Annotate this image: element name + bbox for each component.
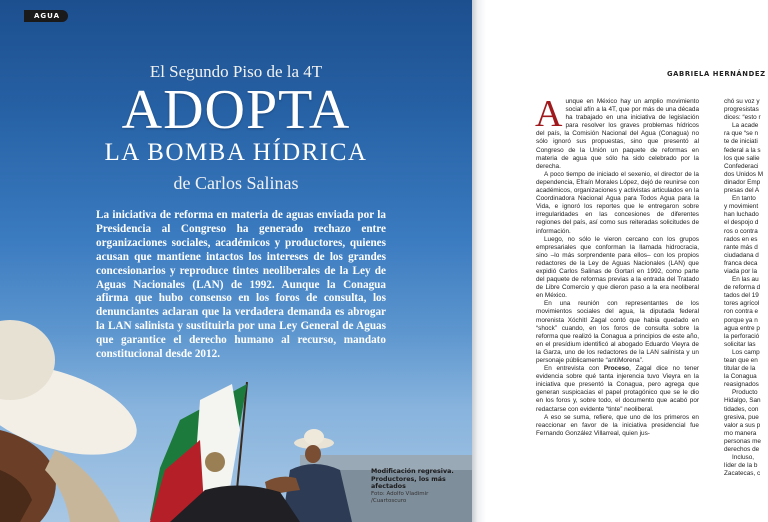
author-byline: GABRIELA HERNÁNDEZ — [667, 70, 766, 78]
p5-post: , Zagal dice no tener evidencia sobre qué tanta injerencia tuvo Vieyra en la iniciativa que presentó la Conagua, pero agrega que generan suspicacias el papel protagónico que se le dio en los foros y, sobre todo, el documento que acabó por redactarse con evidente “tinte” neoliberal. — [536, 365, 699, 413]
man-hat-crown — [304, 429, 324, 445]
col2-line: y movimient — [724, 203, 759, 211]
col2-line: Confederaci — [724, 162, 759, 170]
paragraph-2: A poco tiempo de iniciado el sexenio, el director de la dependencia, Efraín Morales López, dejó de reunirse con académicos, organizaciones y activistas articulados en la Coordinadora Nacional Agua para Todos Agua para la Vida, e ignoró los reportes que le entregaron sobre irregularidades en las concesiones de diferentes regiones del país, así como sus reiteradas solicitudes de información. — [536, 170, 699, 235]
col2-line: porque ya n — [724, 316, 758, 324]
foreground-hat-shadow — [45, 450, 120, 522]
col2-line: La acade — [732, 122, 759, 130]
col2-line: dinador Emp — [724, 178, 761, 186]
p5-magazine-name: Proceso — [603, 365, 630, 373]
col2-line: presas del A — [724, 187, 760, 195]
col2-line: valor a sus p — [724, 421, 761, 429]
subheadline: LA BOMBA HÍDRICA — [104, 139, 368, 166]
p5-pre: En entrevista con — [544, 365, 604, 373]
drop-cap: A — [535, 93, 563, 135]
col2-line: gresiva, pue — [724, 413, 759, 421]
lead-paragraph — [535, 93, 699, 171]
col2-line: mo manera — [724, 429, 757, 437]
col2-line: agua entre p — [724, 324, 760, 332]
col2-line: personas me — [724, 437, 761, 445]
col2-line: ra que “se n — [724, 130, 759, 138]
col2-line: federal a la s — [724, 146, 761, 154]
col2-line: Los camp — [732, 348, 760, 356]
kicker: El Segundo Piso de la 4T — [149, 62, 323, 81]
headline-byline: de Carlos Salinas — [173, 173, 299, 193]
col2-line: viada por la — [724, 267, 758, 275]
caption-title: Modificación regresiva. Productores, los más afectados — [371, 468, 454, 490]
section-tag: AGUA — [24, 10, 68, 22]
col2-line: titular de la — [724, 365, 756, 373]
photo-caption — [371, 468, 455, 505]
col2-line: progresistas — [724, 106, 759, 114]
flag-emblem — [205, 452, 225, 472]
col2-line: Producto — [732, 389, 758, 397]
col2-line: te de iniciati — [724, 138, 758, 146]
right-page — [486, 0, 768, 522]
col2-line: dices: “esto r — [724, 114, 761, 122]
caption-credit-line2: /Cuartoscuro — [371, 497, 407, 504]
page-gutter — [472, 0, 486, 522]
col2-line: el despojo d — [724, 219, 759, 227]
col2-line: En tanto — [732, 195, 756, 203]
paragraph-5 — [536, 365, 699, 414]
deck-paragraph: La iniciativa de reforma en materia de aguas enviada por la Presidencia al Congreso ha generado rechazo entre organizaciones sociales, académicos y productores, quienes acusan que mantiene intactos los intereses de los grandes concesionarios y reproduce tintes neoliberales de la Ley de Aguas Nacionales (LAN) de 1992. Aunque la Conagua afirma que hubo consenso en los foros de consulta, los denunciantes aclaran que la verdadera demanda es abrogar la LAN salinista y sustituirla por una Ley General de Aguas que garantice el derecho humano al recurso, mandato constitucional desde 2012. — [96, 209, 386, 361]
paragraph-4: En una reunión con representantes de los movimientos sociales del agua, la diputada federal morenista Xóchitl Zagal contó que había quedado en “shock” cuando, en los foros de consulta sobre la reforma que realizó la Conagua a principios de este año, en el presídium identificó al abogado Eduardo Vieyra de la Garza, uno de los redactores de la LAN salinista y un personaje públicamente “antiMorena”. — [536, 300, 699, 364]
col2-line: En las au — [732, 276, 759, 284]
col2-line: rante más d — [724, 243, 758, 251]
col2-line: los que salie — [724, 154, 760, 162]
col2-line: ciudadana d — [724, 251, 759, 259]
col2-line: tean que en — [724, 357, 758, 364]
col2-line: derechos de — [724, 446, 760, 454]
col2-line: tidades, con — [724, 405, 759, 413]
paragraph-3: Luego, no sólo le vieron cercano con los grupos empresariales que conforman la llamada hidrocracia, sino –lo más sorprendente para ellos– con los propios redactores de la Ley de Aguas Nacionales (LAN) que expidió Carlos Salinas de Gortari en 1992, como parte del paquete de reformas previas a la entrada del Tratado de Libre Comercio y que dieron paso a la era neoliberal en México. — [536, 235, 699, 300]
col2-line: dos Unidos M — [724, 170, 764, 178]
col2-line: la Conagua — [724, 373, 757, 381]
col2-line: chó su voz y — [724, 98, 760, 105]
col2-line: Incluso, — [732, 454, 755, 462]
col2-line: líder de la b — [724, 462, 758, 470]
man-face — [305, 445, 321, 463]
col2-line: tados del 19 — [724, 292, 759, 300]
paragraph-6: A eso se suma, refiere, que uno de los primeros en reaccionar en favor de la iniciativa presidencial fue Fernando González Villarreal, quien jus- — [536, 413, 699, 437]
lead-text: unque en México hay un amplio movimiento social afín a la 4T, que por más de una década ha trabajado en una iniciativa de legislación para resolver los graves problemas hídricos del país, la Comisión Nacional del Agua (Conagua) no sólo ignoró sus propuestas, sino que presentó al Congreso de la Unión un paquete de reformas en materia de agua que sólo ha sido celebrado por la derecha. — [536, 98, 699, 170]
col2-line: la perforació — [724, 332, 760, 340]
article-column-2 — [724, 98, 768, 478]
article-column-1 — [535, 93, 699, 438]
col2-line: franca deca — [724, 259, 758, 267]
caption-credit-line1: Foto: Adolfo Vladimir — [371, 490, 429, 497]
col2-line: de reforma d — [724, 284, 761, 292]
col2-line: ron contra e — [724, 308, 759, 316]
col2-line: reasignados — [724, 381, 759, 389]
col2-line: ros o contra — [724, 227, 758, 235]
col2-line: solicitar las — [724, 340, 756, 348]
col2-line: tores agrícol — [724, 300, 760, 308]
col2-line: han luchado — [724, 211, 759, 219]
col2-line: rados en es — [724, 235, 758, 243]
col2-line: Zacatecas, c — [724, 470, 761, 478]
headline: ADOPTA — [121, 79, 351, 141]
col2-line: Hidalgo, San — [724, 397, 761, 405]
